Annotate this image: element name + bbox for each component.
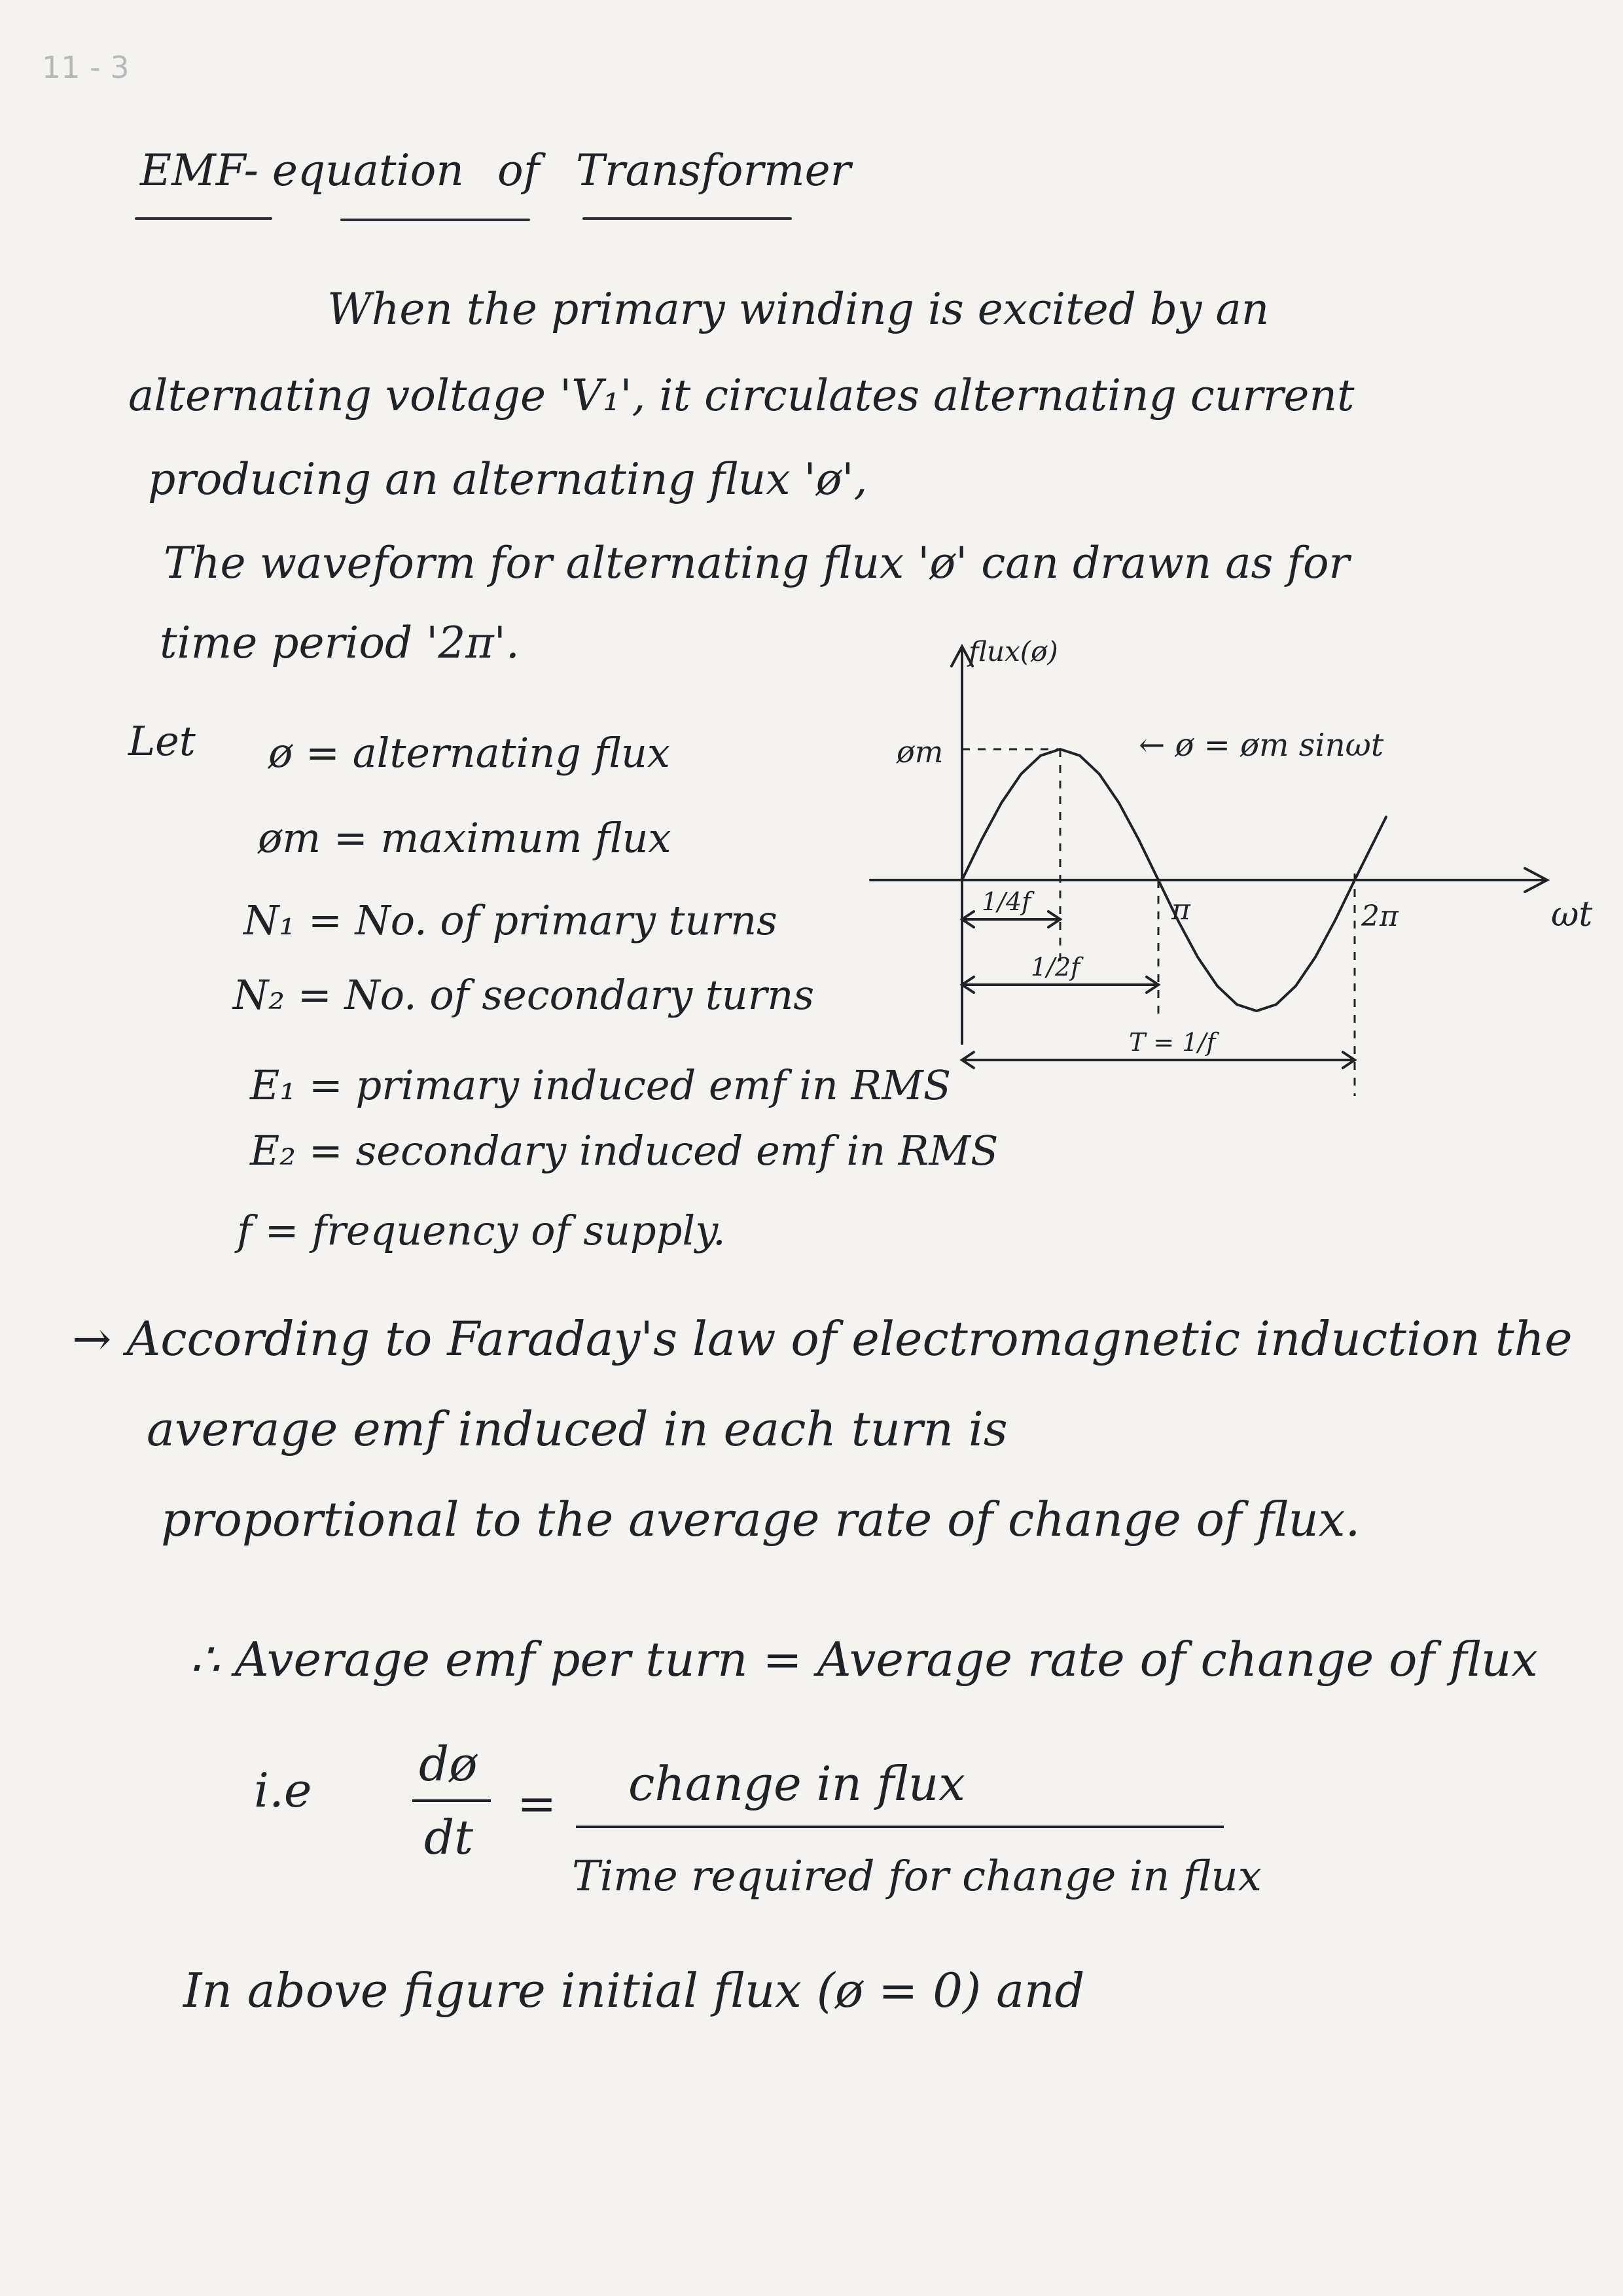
faraday-line-1: → According to Faraday's law of electromagnetic induction the (72, 1311, 1573, 1366)
equation-dt: dt (424, 1810, 474, 1865)
definition-frequency: f = frequency of supply. (237, 1207, 726, 1254)
title-underline-1 (135, 217, 272, 220)
waveform-line-1: The waveform for alternating flux 'ø' can drawn as for (164, 538, 1350, 588)
relation-line: ∴ Average emf per turn = Average rate of change of flux (190, 1632, 1539, 1687)
definition-n1: N₁ = No. of primary turns (243, 896, 777, 944)
pi-tick-label: π (1171, 893, 1190, 927)
equation-dphi: dø (419, 1737, 478, 1792)
definition-e1: E₁ = primary induced emf in RMS (250, 1061, 952, 1109)
fraction-bar-left (412, 1799, 491, 1802)
intro-line-1: When the primary winding is excited by an (327, 284, 1270, 334)
flux-waveform-chart (851, 628, 1597, 1099)
intro-line-3: producing an alternating flux 'ø', (148, 454, 868, 504)
title-part3: Transformer (576, 145, 851, 196)
fraction-bar-right (576, 1826, 1224, 1828)
definition-flux: ø = alternating flux (268, 729, 670, 777)
faraday-line-3: proportional to the average rate of change of flux. (161, 1492, 1361, 1547)
y-axis-label: flux(ø) (969, 635, 1058, 667)
title-underline-3 (582, 217, 792, 220)
equation-ie: i.e (254, 1763, 312, 1818)
definition-max-flux: øm = maximum flux (258, 814, 671, 862)
quarter-period-label: 1/4f (982, 887, 1031, 916)
corner-mark: 11 - 3 (42, 50, 130, 85)
waveform-line-2: time period '2π'. (160, 618, 520, 668)
full-period-label: T = 1/f (1129, 1028, 1216, 1057)
title-part1: EMF- equation (140, 145, 464, 196)
definition-n2: N₂ = No. of secondary turns (233, 971, 815, 1019)
max-flux-label: øm (897, 734, 944, 769)
faraday-line-2: average emf induced in each turn is (147, 1402, 1008, 1457)
definition-e2: E₂ = secondary induced emf in RMS (250, 1127, 999, 1174)
equation-label: ← ø = øm sinωt (1139, 727, 1384, 764)
half-period-label: 1/2f (1031, 953, 1080, 981)
closing-line: In above figure initial flux (ø = 0) and (183, 1963, 1085, 2018)
equation-equals: = (517, 1776, 557, 1831)
intro-line-2: alternating voltage 'V₁', it circulates alternating current (128, 370, 1355, 421)
title-part2: of (497, 145, 540, 196)
two-pi-tick-label: 2π (1361, 900, 1399, 933)
equation-change-in-flux: change in flux (628, 1756, 965, 1811)
let-label: Let (128, 717, 196, 765)
equation-time-required: Time required for change in flux (572, 1852, 1262, 1901)
title-underline-2 (340, 219, 530, 221)
x-axis-label: ωt (1551, 895, 1593, 934)
